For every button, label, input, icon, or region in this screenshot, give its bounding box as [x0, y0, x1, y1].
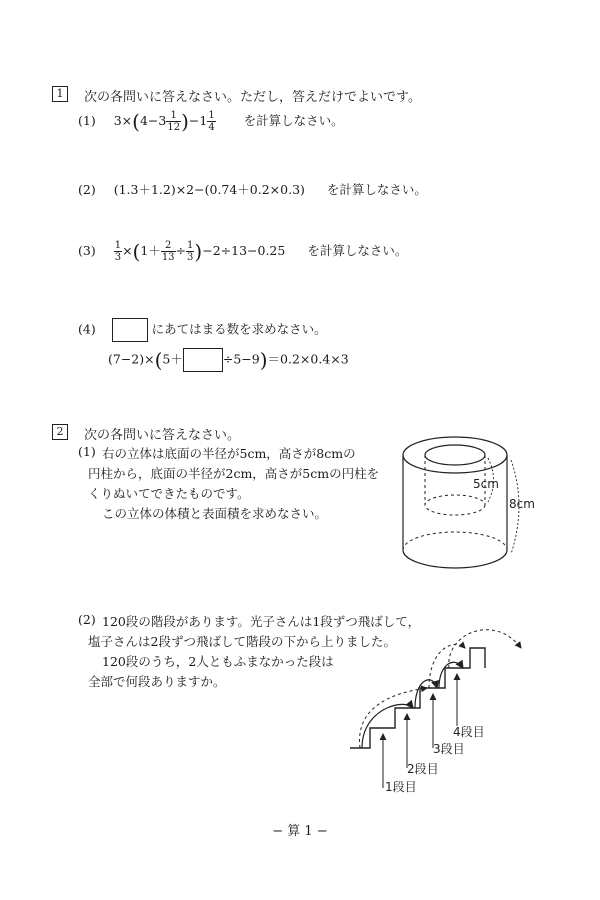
q1-1-a: 4−3 [139, 113, 167, 128]
q1-2-tail: を計算しなさい。 [326, 182, 427, 197]
q1-4-eq-a: (7−2)× [108, 351, 155, 367]
q1-1-pre: 3× [113, 113, 133, 128]
q1-1-frac-1: $\frac{1}{12}$ [167, 110, 181, 133]
q1-4-eq-d: ＝0.2×0.4×3 [267, 351, 349, 367]
step-label-1: 1段目 [385, 780, 417, 794]
section-1-number: 1 [52, 86, 68, 102]
question-1-4-equation: (7−2)×(5＋ ÷5−9)＝0.2×0.4×3 [108, 348, 349, 372]
q1-1-tail: を計算しなさい。 [243, 113, 344, 128]
answer-blank-box [112, 318, 148, 342]
q1-3-a: 1＋ [140, 243, 161, 258]
q1-3-tail: を計算しなさい。 [307, 243, 408, 258]
q2-1-line-4: この立体の体積と表面積を求めなさい。 [102, 506, 328, 521]
q2-1-line-3: くりぬいてできたものです。 [88, 486, 250, 501]
outer-height-label: 8cm [509, 497, 535, 511]
q1-3-rest: −2÷13−0.25 [202, 243, 286, 258]
question-1-1: (1) 3×(4−3 $\frac{1}{12}$ )−1 $\frac{1}{4}$ を計算しなさい。 [78, 109, 344, 134]
section-1-instruction: 次の各問いに答えなさい。ただし，答えだけでよいです。 [84, 90, 421, 105]
step-label-2: 2段目 [407, 762, 439, 776]
q1-3-label: (3) [78, 243, 96, 258]
q1-3-frac-3: $\frac{1}{3}$ [187, 240, 194, 263]
q1-4-eq-c: ÷5−9 [222, 351, 260, 367]
q2-2-line-4: 全部で何段ありますか。 [88, 674, 226, 689]
question-1-3: (3) $\frac{1}{3}$ ×(1＋ $\frac{2}{13}$ ÷ $\frac{1}{3}$ )−2÷13−0.25 を計算しなさい。 [78, 239, 408, 264]
q2-2-line-3: 120段のうち，2人ともふまなかった段は [102, 654, 334, 669]
question-1-2 [78, 180, 427, 198]
staircase-figure [345, 608, 535, 798]
q1-1-frac-2: $\frac{1}{4}$ [208, 110, 215, 133]
q2-2-line-1: 120段の階段があります。光子さんは1段ずつ飛ばして， [102, 614, 421, 629]
q2-2-line-2: 塩子さんは2段ずつ飛ばして階段の下から上りました。 [88, 634, 396, 649]
page-number: − 算 1 − [272, 824, 328, 839]
q2-1-line-1: 右の立体は底面の半径が5cm，高さが8cmの [102, 446, 356, 461]
q1-3-div: ÷ [175, 243, 187, 258]
q1-3-times: × [122, 243, 133, 258]
step-label-4: 4段目 [453, 725, 485, 739]
q1-1-mid: −1 [188, 113, 208, 128]
section-2-number: 2 [52, 424, 68, 440]
q2-2-label: (2) [78, 612, 96, 627]
q1-2-expression: (1.3＋1.2)×2−(0.74＋0.2×0.3) [113, 182, 305, 197]
q2-1-label: (1) [78, 444, 96, 459]
q1-4-text: にあてはまる数を求めなさい。 [151, 321, 327, 337]
q1-3-frac-2: $\frac{2}{13}$ [161, 240, 175, 263]
question-1-4 [78, 318, 327, 342]
inner-height-label: 5cm [473, 477, 499, 491]
q1-4-label: (4) [78, 321, 96, 337]
q1-4-eq-b: 5＋ [162, 351, 183, 367]
hollow-cylinder-figure [395, 430, 555, 580]
q2-1-line-2: 円柱から，底面の半径が2cm，高さが5cmの円柱を [88, 466, 380, 481]
q1-2-label: (2) [78, 182, 96, 197]
step-label-3: 3段目 [433, 742, 465, 756]
equation-blank-box [183, 348, 223, 372]
q1-3-frac-1: $\frac{1}{3}$ [114, 240, 122, 263]
q1-1-label: (1) [78, 113, 96, 128]
section-2-instruction: 次の各問いに答えなさい。 [84, 428, 241, 443]
